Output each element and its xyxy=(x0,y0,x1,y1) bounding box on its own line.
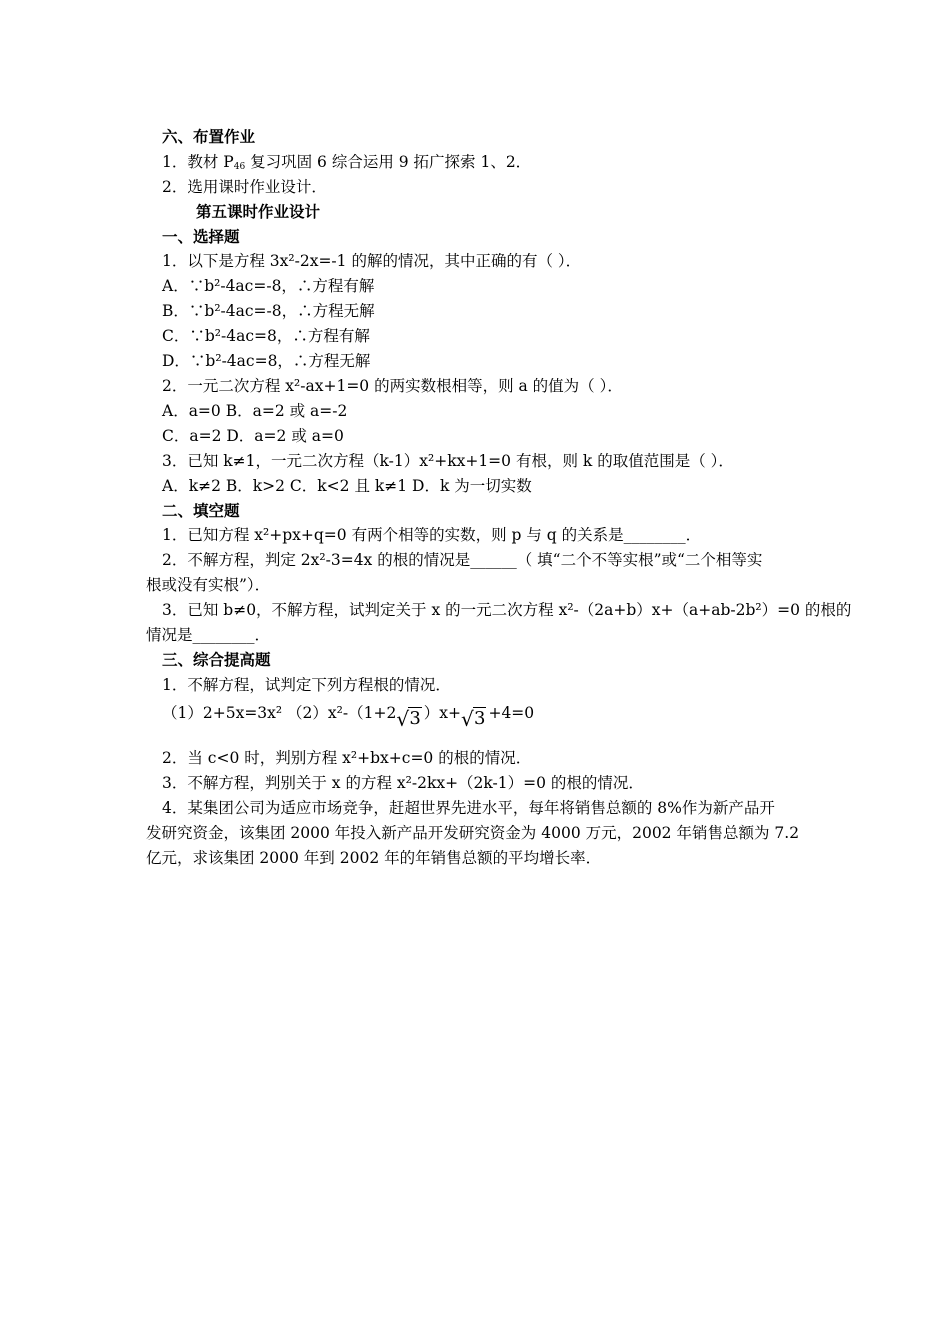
section-heading-choice: 一、选择题 xyxy=(162,227,240,246)
choice-option: B．∵b²-4ac=-8，∴方程无解 xyxy=(162,302,375,320)
comprehensive-question-4-line1: 4．某集团公司为适应市场竞争，赶超世界先进水平，每年将销售总额的 8%作为新产品开 xyxy=(162,799,775,817)
comprehensive-question-1-equations: （1）2+5x=3x² （2）x²-（1+2√ 3 ）x+√ 3 +4=0 xyxy=(162,703,534,729)
choice-question-3: 3．已知 k≠1，一元二次方程（k-1）x²+kx+1=0 有根，则 k 的取值范围是（ ）． xyxy=(162,452,734,470)
fill-question-2-line1: 2．不解方程，判定 2x²-3=4x 的根的情况是______（ 填“二个不等实根”或“二个相等实 xyxy=(162,551,763,569)
sqrt-symbol: √ 3 xyxy=(463,709,486,729)
fill-question-2-line2: 根或没有实根”）． xyxy=(146,576,271,594)
choice-question-1: 1．以下是方程 3x²-2x=-1 的解的情况，其中正确的有（ ）． xyxy=(162,252,582,270)
choice-option: A．a=0 B．a=2 或 a=-2 xyxy=(162,402,348,420)
comprehensive-question-4-line2: 发研究资金，该集团 2000 年投入新产品开发研究资金为 4000 万元，2002 年销售总额为 7.2 xyxy=(146,824,800,842)
fill-question-1: 1．已知方程 x²+px+q=0 有两个相等的实数，则 p 与 q 的关系是________． xyxy=(162,526,702,544)
choice-question-2: 2．一元二次方程 x²-ax+1=0 的两实数根相等，则 a 的值为（ ）． xyxy=(162,377,623,395)
section-heading-comprehensive: 三、综合提高题 xyxy=(162,650,271,669)
choice-option: A．∵b²-4ac=-8，∴方程有解 xyxy=(162,277,375,295)
fill-question-3-line1: 3．已知 b≠0，不解方程，试判定关于 x 的一元二次方程 x²-（2a+b）x+（a+ab-2b²）=0 的根的 xyxy=(162,601,852,619)
comprehensive-question-3: 3．不解方程，判别关于 x 的方程 x²-2kx+（2k-1）=0 的根的情况． xyxy=(162,774,644,792)
homework-item-1: 1．教材 $P_{46}$ 复习巩固 6 综合运用 9 拓广探索 1、2． xyxy=(162,153,532,172)
comprehensive-question-1: 1．不解方程，试判定下列方程根的情况． xyxy=(162,676,451,694)
comprehensive-question-2: 2．当 c<0 时，判别方程 x²+bx+c=0 的根的情况． xyxy=(162,749,532,767)
section-heading-fill: 二、填空题 xyxy=(162,501,240,520)
choice-option: A．k≠2 B．k>2 C．k<2 且 k≠1 D．k 为一切实数 xyxy=(162,477,532,495)
sqrt-symbol: √ 3 xyxy=(398,709,421,729)
section-heading-homework: 六、布置作业 xyxy=(162,127,256,146)
page-title: 第五课时作业设计 xyxy=(196,202,321,221)
comprehensive-question-4-line3: 亿元，求该集团 2000 年到 2002 年的年销售总额的平均增长率． xyxy=(146,849,602,867)
choice-option: C．∵b²-4ac=8，∴方程有解 xyxy=(162,327,370,345)
homework-item-2: 2．选用课时作业设计． xyxy=(162,178,327,196)
fill-question-3-line2: 情况是________． xyxy=(146,626,271,644)
choice-option: D．∵b²-4ac=8，∴方程无解 xyxy=(162,352,371,370)
choice-option: C．a=2 D．a=2 或 a=0 xyxy=(162,427,344,445)
